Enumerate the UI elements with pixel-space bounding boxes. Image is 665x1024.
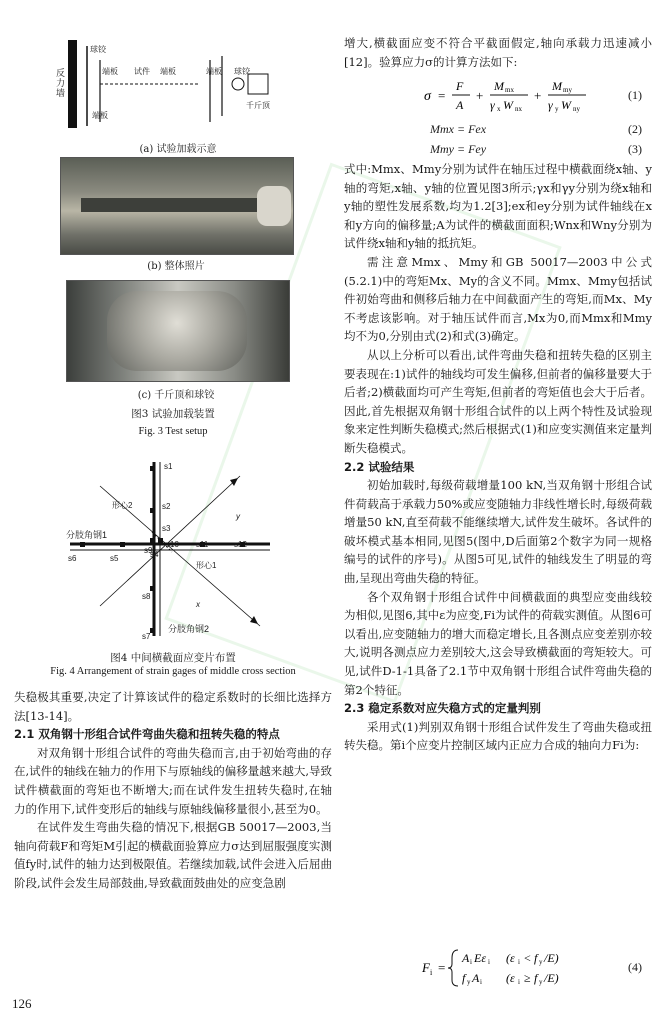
- gage-s8: s8: [142, 592, 151, 601]
- equation-3-number: (3): [628, 142, 642, 156]
- svg-text:i: i: [430, 968, 433, 977]
- label-branch2: 分肢角钢2: [168, 624, 210, 634]
- gage-s11: s11: [196, 540, 209, 549]
- svg-text:≥: ≥: [524, 971, 531, 985]
- svg-text:F: F: [456, 79, 464, 93]
- gage-s3: s3: [162, 524, 171, 533]
- svg-text:A: A: [462, 951, 470, 965]
- figure3c-photo: [66, 280, 290, 382]
- figure3-subcaption-b: (b) 整体照片: [147, 261, 205, 272]
- svg-text:/E): /E): [544, 971, 559, 985]
- svg-text:mx: mx: [505, 86, 514, 94]
- svg-text:+: +: [534, 88, 542, 103]
- svg-text:A: A: [456, 98, 464, 112]
- svg-text:+: +: [476, 88, 484, 103]
- svg-text:y: y: [467, 978, 471, 986]
- label-endplate-2: 端板: [160, 67, 176, 76]
- svg-text:σ: σ: [424, 89, 431, 104]
- svg-text:i: i: [518, 958, 520, 966]
- svg-text:f: f: [534, 971, 538, 985]
- label-specimen: 试件: [134, 67, 150, 76]
- svg-text:y: y: [539, 958, 543, 966]
- gage-s6: s6: [68, 554, 77, 563]
- equation-4: [420, 946, 610, 990]
- right-paragraph-5: 初始加载时,每级荷载增量100 kN,当双角钢十形组合试件荷载高于承载力50%或应变随轴力非线性增长时,每级荷载增量50 kN,直至荷载不能继续增大,试件发生破坏。各试件的破坏模式基本相同,见图5(图中,D后面第2个数字为同一规格编号的试件的序号)。从图5可见,试件的轴线发生了明显的弯曲,呈现出弯曲失稳的特征。: [344, 478, 652, 586]
- svg-text:i: i: [518, 978, 520, 986]
- section-heading-2-3: 2.3 稳定系数对应失稳方式的定量判别: [344, 701, 541, 716]
- svg-text:f: f: [534, 951, 538, 965]
- label-endplate-3: 端板: [206, 67, 222, 76]
- gage-s12: s12: [234, 540, 247, 549]
- right-paragraph-1: 增大,横截面应变不符合平截面假定,轴向承载力迅速减小[12]。验算应力σ的计算方法如下:: [344, 36, 652, 69]
- label-jack: 千斤顶: [246, 101, 270, 110]
- section-heading-2-1: 2.1 双角钢十形组合试件弯曲失稳和扭转失稳的特点: [14, 727, 280, 742]
- figure4-caption-en: Fig. 4 Arrangement of strain gages of middle cross section: [50, 666, 296, 677]
- label-endplate-1: 端板: [102, 67, 118, 76]
- right-paragraph-7: 采用式(1)判别双角钢十形组合试件发生了弯曲失稳或扭转失稳。第i个应变片控制区域内正应力合成的轴向力Fi为:: [344, 719, 652, 753]
- label-branch1: 分肢角钢1: [66, 530, 108, 540]
- svg-text:f: f: [462, 971, 466, 985]
- photo-beam: [81, 198, 261, 212]
- figure3-caption-en: Fig. 3 Test setup: [138, 426, 208, 437]
- svg-text:=: =: [438, 960, 446, 975]
- label-ball-left: 球铰: [90, 45, 106, 54]
- equation-1: [420, 76, 590, 116]
- equation-2: Mmx = Fex: [430, 122, 487, 136]
- photo-cylinder: [257, 186, 291, 226]
- svg-text:F: F: [422, 960, 430, 975]
- label-endplate-bottom: 端板: [92, 111, 108, 120]
- svg-text:i: i: [488, 958, 490, 966]
- gage-s1: s1: [164, 462, 173, 471]
- photo-jack-body: [107, 291, 247, 371]
- svg-text:W: W: [561, 98, 571, 112]
- gage-s9: s9: [144, 546, 153, 555]
- axis-x: x: [196, 600, 200, 609]
- figure4-caption-cn: 图4 中间横截面应变片布置: [110, 652, 236, 664]
- svg-text:y: y: [555, 105, 559, 113]
- right-paragraph-3: 需注意Mmx、Mmy和GB 50017—2003中公式(5.2.1)中的弯矩Mx、My的含义不同。Mmx、Mmy包括试件初始弯曲和侧移后轴力在中间截面产生的弯矩,而Mx、My不考虑该影响。对于轴压试件而言,Mx为0,而Mmx和Mmy均不为0,分别由式(2)和式(3)确定。: [344, 254, 652, 344]
- figure3-subcaption-a: (a) 试验加载示意: [139, 144, 217, 155]
- right-paragraph-2: 式中:Mmx、Mmy分别为试件在轴压过程中横截面绕x轴、y轴的弯矩,x轴、y轴的位置见图3所示;γx和γy分别为绕x轴和y轴的塑性发展系数,均为1.2[3];ex和ey分别为试件轴线在x和y方向的偏移量;A为试件的横截面面积;Wnx和Wny分别为试件绕x轴和y轴的抵抗矩。: [344, 162, 652, 251]
- svg-text:x: x: [497, 105, 501, 113]
- gage-s7: s7: [142, 632, 151, 641]
- jack-shape: [248, 74, 268, 94]
- svg-text:ny: ny: [573, 105, 580, 113]
- right-paragraph-6: 各个双角钢十形组合试件中间横截面的典型应变曲线较为相似,见图6,其中ε为应变,Fi为试件的荷载实测值。从图6可以看出,应变随轴力的增大而稳定增长,且各测点应变差别亦较大,说明各测点应力差别较大,这会导致横截面的弯矩较大。可见,试件D-1-1具备了2.1节中双角钢十形组合试件弯曲失稳的第2个特征。: [344, 589, 652, 697]
- svg-text:nx: nx: [515, 105, 522, 113]
- right-body: [344, 160, 652, 755]
- axis-y: y: [236, 512, 240, 521]
- label-centroid1: 形心1: [196, 561, 217, 570]
- svg-text:y: y: [539, 978, 543, 986]
- figure3-caption-cn: 图3 试验加载装置: [131, 408, 215, 420]
- left-paragraph-3: 在试件发生弯曲失稳的情况下,根据GB 50017—2003,当轴向荷载F和弯矩M引起的横截面验算应力σ达到屈服强度实测值fy时,试件的轴力达到极限值。若继续加载,试件会进入后屈曲阶段,试件会发生局部鼓曲,导致截面鼓曲处的应变急剧: [14, 820, 332, 890]
- equation-2-number: (2): [628, 122, 642, 136]
- left-paragraph-2: 对双角钢十形组合试件的弯曲失稳而言,由于初始弯曲的存在,试件的轴线在轴力的作用下与原轴线的偏移量越来越大,导致试件横截面的弯矩也不断增大;而在试件发生扭转失稳时,在轴力的作用下,试件变形后的轴线与原轴线偏移量很小,甚至为0。: [14, 745, 332, 816]
- figure4-diagram: [60, 456, 296, 642]
- figure3-subcaption-c: (c) 千斤顶和球铰: [137, 390, 215, 401]
- svg-text:<: <: [524, 951, 531, 965]
- svg-text:γ: γ: [548, 98, 553, 112]
- gage-s4: s4: [150, 550, 159, 559]
- figure3b-photo: [60, 157, 294, 255]
- svg-text:γ: γ: [490, 98, 495, 112]
- left-body: [14, 688, 332, 893]
- left-paragraph-1: 失稳极其重要,决定了计算该试件的稳定系数时的长细比选择方法[13-14]。: [14, 690, 332, 723]
- svg-text:Eε: Eε: [474, 951, 487, 965]
- label-ball-right: 球铰: [234, 67, 250, 76]
- label-centroid2: 形心2: [112, 501, 133, 510]
- equation-1-number: (1): [628, 88, 642, 102]
- page-number: 126: [12, 996, 32, 1011]
- svg-text:M: M: [552, 79, 562, 93]
- svg-text:i: i: [470, 958, 472, 966]
- svg-text:(ε: (ε: [506, 951, 515, 965]
- equation-4-number: (4): [628, 960, 642, 974]
- gage-s10: s10: [166, 540, 179, 549]
- section-heading-2-2: 2.2 试验结果: [344, 459, 415, 474]
- gage-s2: s2: [162, 502, 171, 511]
- equation-3: Mmy = Fey: [430, 142, 487, 156]
- svg-text:A: A: [472, 971, 480, 985]
- svg-text:(ε: (ε: [506, 971, 515, 985]
- gage-s5: s5: [110, 554, 119, 563]
- reaction-wall: [68, 40, 77, 128]
- svg-text:W: W: [503, 98, 513, 112]
- svg-text:=: =: [438, 88, 446, 103]
- right-intro: [344, 34, 652, 71]
- svg-text:i: i: [480, 978, 482, 986]
- svg-text:my: my: [563, 86, 572, 94]
- label-reaction-wall: 反力墙: [56, 68, 66, 98]
- svg-text:/E): /E): [544, 951, 559, 965]
- svg-text:M: M: [494, 79, 504, 93]
- right-paragraph-4: 从以上分析可以看出,试件弯曲失稳和扭转失稳的区别主要表现在:1)试件的轴线均可发生偏移,但前者的偏移量要大于后者;2)横截面均可产生弯矩,但前者的弯矩值也会大于后者。因此,首先根据双角钢十形组合试件的以上两个特性及试验现象来定性判断失稳模式;然后根据式(1)和应变实测值来定量判断失稳模式。: [344, 347, 652, 455]
